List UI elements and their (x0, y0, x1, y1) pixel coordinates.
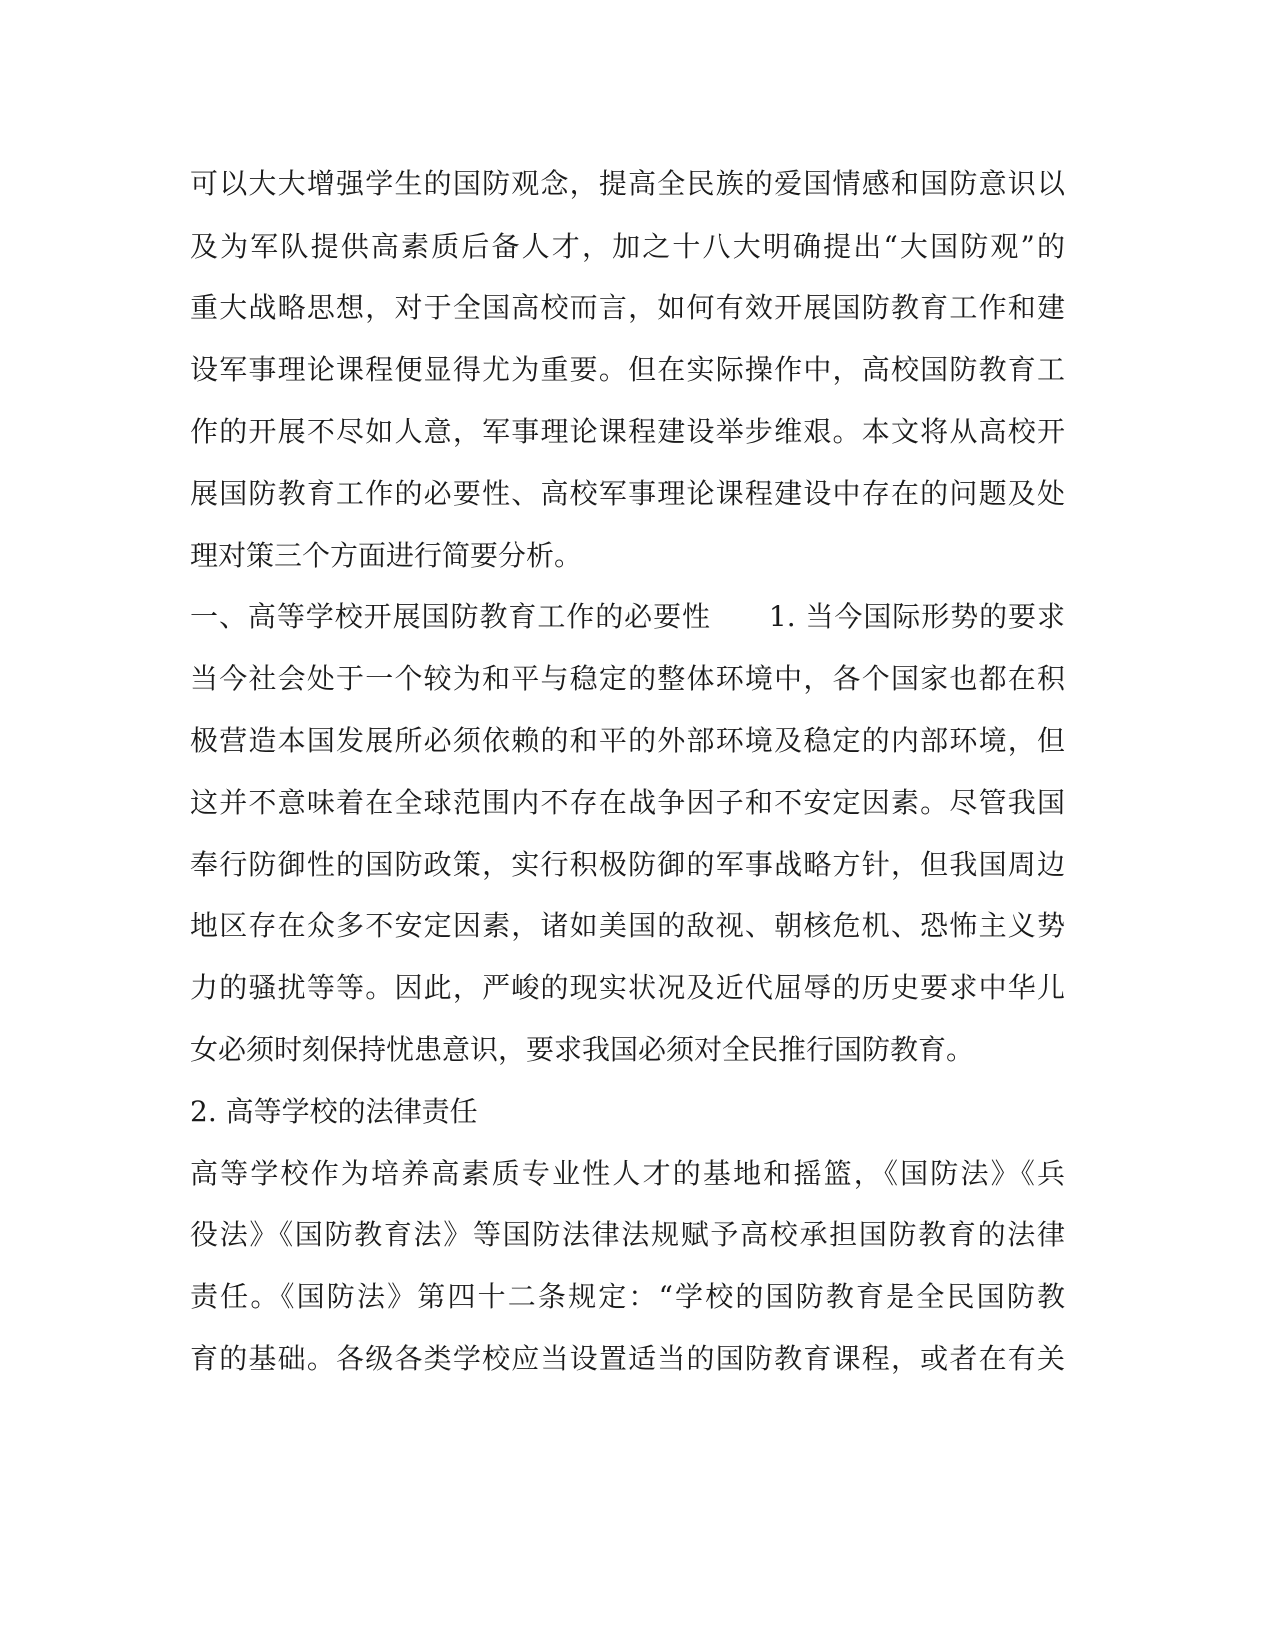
paragraph-line: 当今社会处于一个较为和平与稳定的整体环境中，各个国家也都在积 (190, 662, 1065, 695)
paragraph-line: 女必须时刻保持忧患意识，要求我国必须对全民推行国防教育。 (190, 1033, 975, 1066)
paragraph-line: 重大战略思想，对于全国高校而言，如何有效开展国防教育工作和建 (190, 291, 1065, 324)
paragraph-line: 育的基础。各级各类学校应当设置适当的国防教育课程，或者在有关 (190, 1342, 1065, 1375)
paragraph-line: 作的开展不尽如人意，军事理论课程建设举步维艰。本文将从高校开 (190, 415, 1065, 448)
paragraph-line: 责任。《国防法》第四十二条规定：“学校的国防教育是全民国防教 (190, 1280, 1065, 1313)
paragraph-line: 展国防教育工作的必要性、高校军事理论课程建设中存在的问题及处 (190, 477, 1065, 510)
subsection-heading: 2. 高等学校的法律责任 (190, 1095, 478, 1128)
section-heading: 一、高等学校开展国防教育工作的必要性 1. 当今国际形势的要求 (190, 600, 1065, 633)
paragraph-line: 役法》《国防教育法》等国防法律法规赋予高校承担国防教育的法律 (190, 1218, 1065, 1251)
paragraph-line: 可以大大增强学生的国防观念，提高全民族的爱国情感和国防意识以 (190, 167, 1065, 200)
paragraph-line: 力的骚扰等等。因此，严峻的现实状况及近代屈辱的历史要求中华儿 (190, 971, 1065, 1004)
paragraph-line: 设军事理论课程便显得尤为重要。但在实际操作中，高校国防教育工 (190, 353, 1065, 386)
paragraph-line: 地区存在众多不安定因素，诸如美国的敌视、朝核危机、恐怖主义势 (190, 909, 1065, 942)
paragraph-line: 理对策三个方面进行简要分析。 (190, 539, 583, 572)
paragraph-line: 高等学校作为培养高素质专业性人才的基地和摇篮，《国防法》《兵 (190, 1157, 1065, 1190)
paragraph-line: 这并不意味着在全球范围内不存在战争因子和不安定因素。尽管我国 (190, 786, 1065, 819)
paragraph-line: 奉行防御性的国防政策，实行积极防御的军事战略方针，但我国周边 (190, 848, 1065, 881)
paragraph-line: 极营造本国发展所必须依赖的和平的外部环境及稳定的内部环境，但 (190, 724, 1065, 757)
paragraph-line: 及为军队提供高素质后备人才，加之十八大明确提出“大国防观”的 (190, 230, 1065, 263)
